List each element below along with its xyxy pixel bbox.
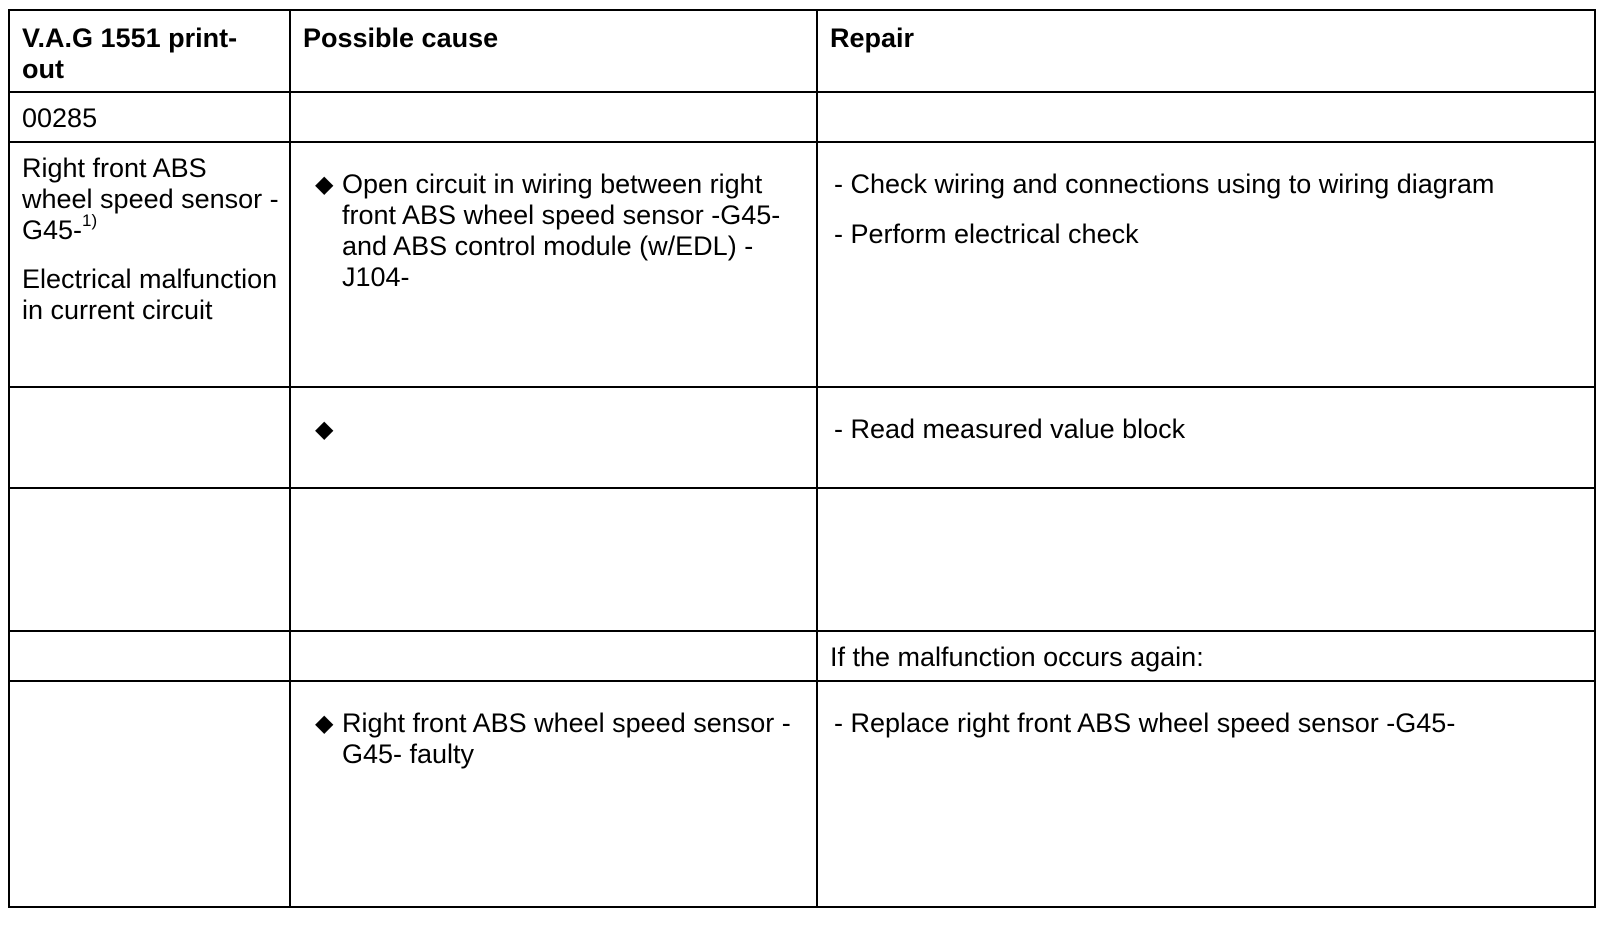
fault-type: Electrical malfunction in current circuit	[22, 264, 278, 325]
empty-cell	[9, 681, 290, 907]
empty-cell	[290, 488, 817, 631]
empty-cell	[9, 631, 290, 681]
empty-cell	[9, 387, 290, 488]
diamond-bullet-icon: ◆	[315, 171, 334, 198]
diamond-bullet-icon: ◆	[315, 710, 334, 737]
possible-cause-cell	[290, 681, 817, 907]
table-row	[9, 387, 1595, 488]
diagnosis-table	[8, 9, 1596, 908]
table-row	[9, 142, 1595, 387]
table-row	[9, 92, 1595, 142]
fault-name: Right front ABS wheel speed sensor -G45-	[22, 153, 279, 245]
table-row	[9, 488, 1595, 631]
header-possible-cause: Possible cause	[290, 10, 817, 92]
repair-step: - Replace right front ABS wheel speed sensor -G45-	[834, 708, 1456, 738]
possible-cause-cell	[290, 142, 817, 387]
footnote-marker: 1)	[82, 211, 98, 230]
table-row	[9, 631, 1595, 681]
cause-text: Open circuit in wiring between right front ABS wheel speed sensor -G45- and ABS control module (w/EDL) -J104-	[342, 169, 781, 292]
fault-description-cell	[9, 142, 290, 387]
empty-cell	[290, 631, 817, 681]
cause-text: Right front ABS wheel speed sensor -G45- faulty	[342, 708, 791, 769]
repair-cell	[817, 142, 1595, 387]
header-printout: V.A.G 1551 print-out	[9, 10, 290, 92]
repair-cell	[817, 387, 1595, 488]
repair-cell	[817, 681, 1595, 907]
table-row	[9, 681, 1595, 907]
repair-step: - Read measured value block	[834, 414, 1186, 444]
header-row	[9, 10, 1595, 92]
repair-step: - Perform electrical check	[834, 219, 1139, 249]
repair-step: - Check wiring and connections using to wiring diagram	[834, 169, 1495, 199]
empty-cell	[9, 488, 290, 631]
empty-cell	[290, 92, 817, 142]
diamond-bullet-icon: ◆	[315, 416, 334, 443]
repair-note-cell: If the malfunction occurs again:	[817, 631, 1595, 681]
possible-cause-cell	[290, 387, 817, 488]
empty-cell	[817, 92, 1595, 142]
fault-code-cell: 00285	[9, 92, 290, 142]
empty-cell	[817, 488, 1595, 631]
header-repair: Repair	[817, 10, 1595, 92]
